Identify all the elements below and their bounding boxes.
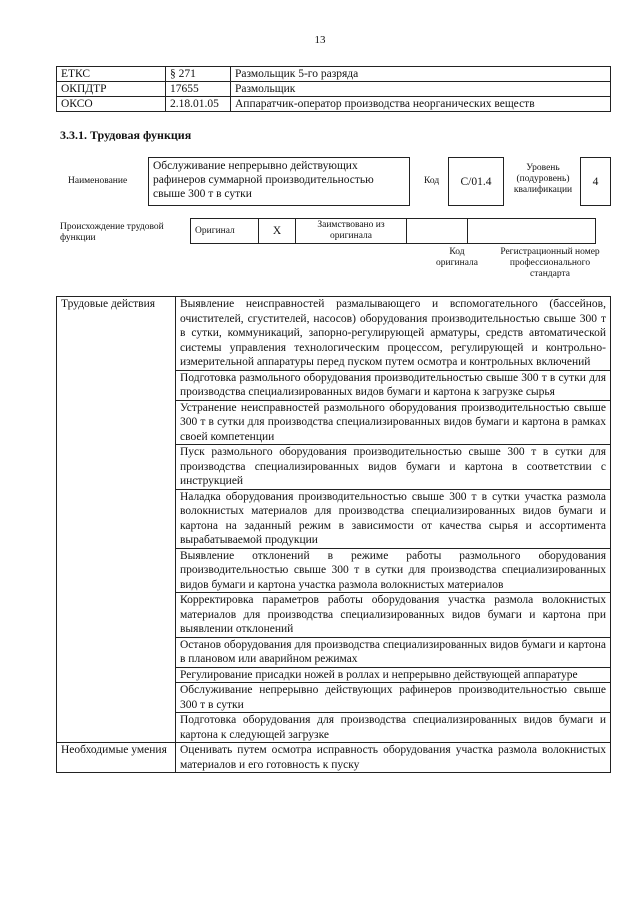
code-number: § 271 xyxy=(166,67,231,82)
code-title: Аппаратчик-оператор производства неорганических веществ xyxy=(231,97,611,112)
code-row xyxy=(57,97,611,112)
labor-action: Выявление отклонений в режиме работы размольного оборудования производительностью свыше 300 т в сутки для производства специализированных видов бумаги и картона участка размола волокнистых материалов xyxy=(176,548,611,593)
table-row xyxy=(57,297,611,371)
reg-number-cell xyxy=(468,219,596,244)
name-label: Наименование xyxy=(68,176,128,186)
labor-action: Пуск размольного оборудования производительностью свыше 300 т в сутки для производства специализированных видов бумаги и картона в соответствии с инструкцией xyxy=(176,445,611,490)
code-title: Размольщик 5-го разряда xyxy=(231,67,611,82)
code-code: ОКПДТР xyxy=(57,82,166,97)
labor-action: Останов оборудования для производства специализированных видов бумаги и картона в плановом или аварийном режимах xyxy=(176,637,611,667)
function-code: С/01.4 xyxy=(448,157,504,206)
function-name: Обслуживание непрерывно действующих рафинеров суммарной производительностью свыше 300 т в сутки xyxy=(148,157,410,206)
classifier-codes-table xyxy=(56,66,611,112)
original-mark: X xyxy=(259,219,296,244)
labor-action: Обслуживание непрерывно действующих рафинеров производительностью свыше 300 т в сутки xyxy=(176,683,611,713)
code-label: Код xyxy=(424,176,440,186)
function-details-table xyxy=(56,296,611,773)
section-title: 3.3.1. Трудовая функция xyxy=(60,128,192,142)
code-code: ЕТКС xyxy=(57,67,166,82)
labor-action: Наладка оборудования производительностью свыше 300 т в сутки участка размола волокнистых материалов для производства специализированных видов бумаги и картона на заданный режим в зависимости от качества сырья и ассортимента вырабатываемой продукции xyxy=(176,489,611,548)
code-row xyxy=(57,67,611,82)
code-row xyxy=(57,82,611,97)
labor-action: Устранение неисправностей размольного оборудования производительностью свыше 300 т в сутки для производства специализированных видов бумаги и картона в рамках своей компетенции xyxy=(176,400,611,445)
labor-actions-label: Трудовые действия xyxy=(57,297,176,743)
labor-action: Подготовка размольного оборудования производительностью свыше 300 т в сутки для производства специализированных видов бумаги и картона к загрузке сырья xyxy=(176,370,611,400)
code-title: Размольщик xyxy=(231,82,611,97)
skill-item: Оценивать путем осмотра исправность оборудования участка размола волокнистых материалов и его готовность к пуску xyxy=(176,743,611,773)
page-number: 13 xyxy=(314,34,326,46)
origin-label: Происхождение трудовой функции xyxy=(60,222,164,243)
code-code: ОКСО xyxy=(57,97,166,112)
level-label: Уровень (подуровень) квалификации xyxy=(513,163,573,195)
qualification-level: 4 xyxy=(580,157,611,206)
code-original-cell xyxy=(407,219,468,244)
labor-action: Корректировка параметров работы оборудования участка размола волокнистых материалов для производства специализированных видов бумаги и картона при выявлении отклонений xyxy=(176,593,611,638)
reg-number-label: Регистрационный номер профессионального стандарта xyxy=(500,247,600,279)
labor-action: Выявление неисправностей размалывающего и вспомогательного (бассейнов, очистителей, сгустителей, насосов) оборудования производительностью свыше 300 т в сутки, коммуникаций, запорно-регулирующей арматуры, средств автоматической системы управления технологическим процессом, регулирующей и контрольно-измерительной аппаратуры перед пуском путем осмотра и контрольных включений xyxy=(176,297,611,371)
origin-table xyxy=(190,218,596,244)
code-number: 17655 xyxy=(166,82,231,97)
labor-action: Подготовка оборудования для производства специализированных видов бумаги и картона к следующей загрузке xyxy=(176,713,611,743)
code-original-label: Код оригинала xyxy=(436,247,478,268)
table-row xyxy=(57,743,611,773)
code-number: 2.18.01.05 xyxy=(166,97,231,112)
labor-action: Регулирование присадки ножей в роллах и непрерывно действующей аппаратуре xyxy=(176,667,611,683)
skills-label: Необходимые умения xyxy=(57,743,176,773)
borrowed-label: Заимствовано из оригинала xyxy=(296,219,407,244)
original-label: Оригинал xyxy=(191,219,259,244)
